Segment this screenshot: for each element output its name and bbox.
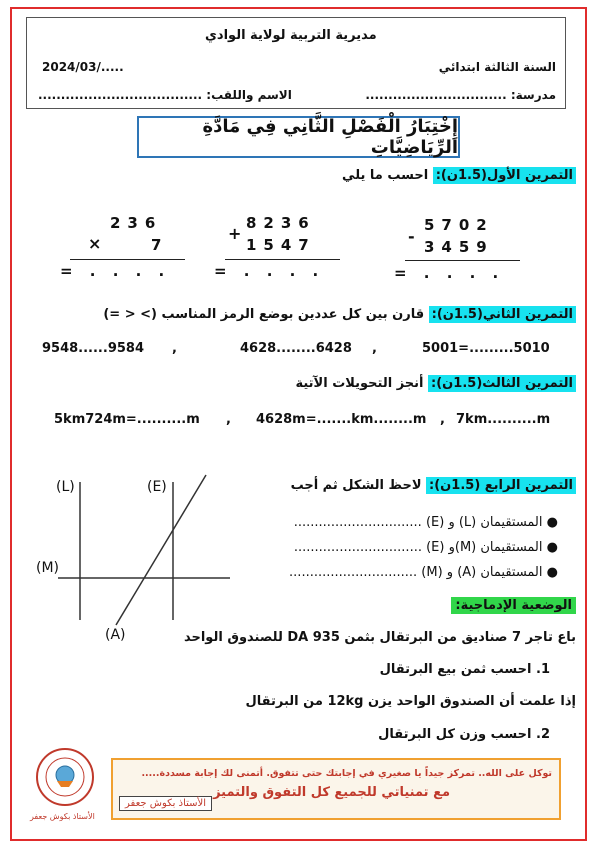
ex3-instruction: أنجز التحويلات الآتية [295,376,424,391]
label-M: (M) [36,560,60,576]
ex4-heading [291,478,576,493]
compare-item-2: 4628........6428 [240,341,352,356]
school-stamp [24,745,106,815]
ex4-bullet-2-text: المستقيمان (M)و (E) ............................... [293,540,543,555]
convert-item-2: 4628m=.......km........m [256,412,427,427]
line-A [116,475,206,625]
integration-heading [451,598,576,613]
ex1-instruction: احسب ما يلي [342,168,429,183]
ex1-heading [342,168,576,183]
op2-line [225,259,340,260]
ex4-label: التمرين الرابع (1.5ن): [426,477,576,494]
op2-result: = . . . . [214,262,325,280]
stamp-caption: الأستاذ بكوش جعفر [30,812,95,821]
integration-label: الوضعية الإدماجية: [451,597,576,614]
convert-item-1: 5km724m=..........m [54,412,200,427]
op3-line [405,260,520,261]
op3-sign: - [408,227,415,246]
ex2-label: التمرين الثاني(1.5ن): [429,306,576,323]
footer-advice: توكل على الله.. تمركز جيداً يا صغيري في إجابتك حتى تتفوق. أتمنى لك إجابة مسددة..... [141,768,552,779]
question-1 [380,662,550,677]
op3-top: 5702 [424,216,494,234]
op3-bottom: 3459 [424,238,494,256]
question-1-number: 1. [536,662,550,677]
ex3-label: التمرين الثالث(1.5ن): [428,375,576,392]
op1-top: 236 [110,214,163,232]
compare-item-3: 5001=.........5010 [422,341,550,356]
op2-bottom: 1547 [246,236,316,254]
question-2 [378,727,550,742]
op1-sign: × [88,234,102,253]
ex3-heading [295,376,576,391]
convert-sep-1: , [226,412,231,427]
ex4-instruction: لاحظ الشكل ثم أجب [290,478,422,493]
footer-wish: مع تمنياتي للجميع كل التفوق والتميز [213,785,450,800]
question-1-text: احسب ثمن بيع البرتقال [379,662,532,677]
ex2-instruction: قارن بين كل عددين بوضع الرمز المناسب (> < =) [103,307,425,322]
name-field: الاسم واللقب: .................................... [38,88,292,102]
label-A: (A) [105,627,126,643]
school-field: مدرسة: ............................... [365,88,556,102]
year-level: السنة الثالثة ابتدائي [438,60,556,74]
op2-top: 8236 [246,214,316,232]
directorate: مديرية التربية لولاية الوادي [205,28,377,43]
ex4-bullet-3-text: المستقيمان (A) و (M) ............................... [289,565,543,580]
ex2-heading [103,307,576,322]
convert-sep-2: , [440,412,445,427]
integration-line-2: إذا علمت أن الصندوق الواحد يزن 12kg من البرتقال [245,694,576,709]
lines-figure [30,470,230,645]
exam-title: إِخْتِبَارُ الْفَصْلِ الثَّانِي فِي مَادَّةِ الرِّيَاضِيَّاتِ [137,116,460,158]
question-2-text: احسب وزن كل البرتقال [378,727,532,742]
compare-sep-1: , [172,341,177,356]
ex4-bullet-1-text: المستقيمان (L) و (E) ............................... [293,515,543,530]
ex4-bullet-1: ● المستقيمان (L) و (E) ............................... [293,515,558,530]
op1-result: = . . . . [60,262,171,280]
exam-date: 2024/03/..... [42,60,124,74]
ex4-bullet-3: ● المستقيمان (A) و (M) ............................... [289,565,558,580]
question-2-number: 2. [536,727,550,742]
op2-sign: + [228,224,242,243]
compare-sep-2: , [372,341,377,356]
compare-item-1: 9548......9584 [42,341,144,356]
op1-line [70,259,185,260]
ex4-bullet-2: ● المستقيمان (M)و (E) ............................... [293,540,558,555]
integration-line-1: باع تاجر 7 صناديق من البرتقال بثمن 935 DA للصندوق الواحد [183,630,576,645]
convert-item-3: 7km..........m [456,412,551,427]
teacher-signature: الأستاذ بكوش جعفر [119,796,212,811]
op3-result: = . . . . [394,264,505,282]
label-E: (E) [147,479,167,495]
op1-bottom: 7 [151,236,169,254]
ex1-label: التمرين الأول(1.5ن): [433,167,576,184]
label-L: (L) [56,479,75,495]
